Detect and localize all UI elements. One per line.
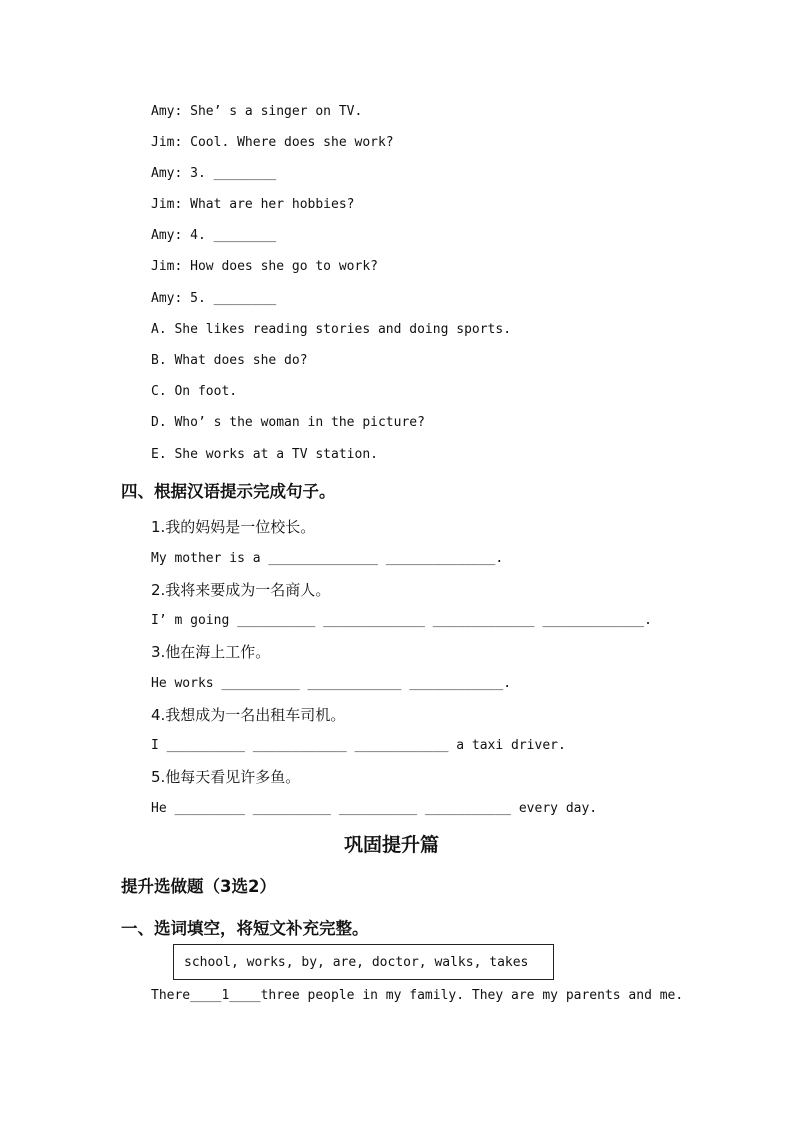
english-blank-line: He _________ __________ __________ ___________ every day. xyxy=(151,801,598,816)
chinese-prompt: 4.我想成为一名出租车司机。 xyxy=(151,706,346,724)
passage-line: There____1____three people in my family. They are my parents and me. xyxy=(151,988,684,1003)
dialogue-line: Amy: 4. ________ xyxy=(151,228,277,243)
chinese-prompt: 3.他在海上工作。 xyxy=(151,643,271,661)
dialogue-line: Jim: How does she go to work? xyxy=(151,259,378,274)
subheading: 提升选做题（3选2） xyxy=(121,877,276,896)
dialogue-line: Amy: 5. ________ xyxy=(151,291,277,306)
english-blank-line: He works __________ ____________ ____________. xyxy=(151,676,512,691)
english-blank-line: I __________ ____________ ____________ a taxi driver. xyxy=(151,738,566,753)
dialogue-line: Jim: What are her hobbies? xyxy=(151,197,355,212)
english-blank-line: My mother is a ______________ ______________. xyxy=(151,551,504,566)
answer-option: B. What does she do? xyxy=(151,353,308,368)
answer-option: C. On foot. xyxy=(151,384,238,399)
answer-option: E. She works at a TV station. xyxy=(151,447,378,462)
answer-option: D. Who’ s the woman in the picture? xyxy=(151,415,425,430)
chinese-prompt: 1.我的妈妈是一位校长。 xyxy=(151,518,316,536)
section-heading: 一、选词填空，将短文补充完整。 xyxy=(121,919,369,938)
chinese-prompt: 2.我将来要成为一名商人。 xyxy=(151,581,331,599)
dialogue-line: Amy: 3. ________ xyxy=(151,166,277,181)
word-bank-box xyxy=(173,944,554,980)
answer-option: A. She likes reading stories and doing sports. xyxy=(151,322,512,337)
dialogue-line: Jim: Cool. Where does she work? xyxy=(151,135,394,150)
section-heading: 四、根据汉语提示完成句子。 xyxy=(121,482,336,501)
section-title: 巩固提升篇 xyxy=(344,834,440,856)
word-bank-text: school, works, by, are, doctor, walks, takes xyxy=(184,955,529,970)
chinese-prompt: 5.他每天看见许多鱼。 xyxy=(151,768,301,786)
dialogue-line: Amy: She’ s a singer on TV. xyxy=(151,104,363,119)
english-blank-line: I’ m going __________ _____________ _____________ _____________. xyxy=(151,613,652,628)
